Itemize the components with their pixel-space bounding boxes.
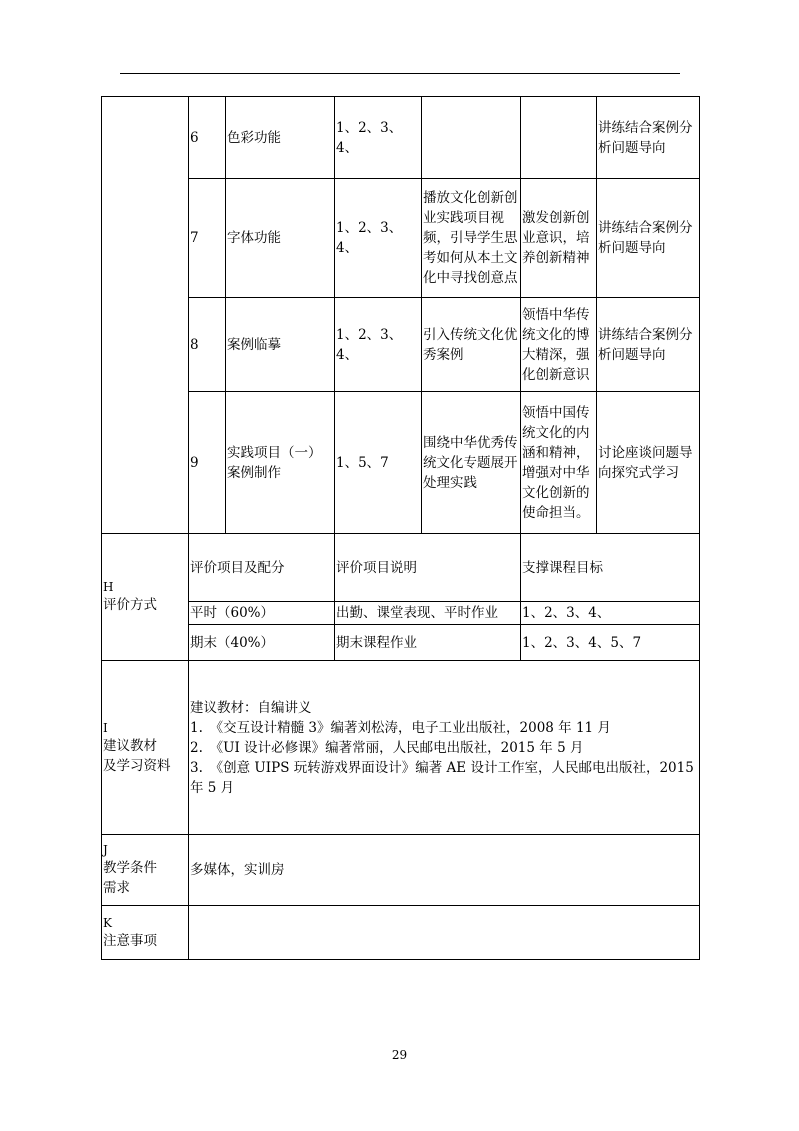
section-code: K bbox=[103, 915, 112, 930]
section-code: J bbox=[103, 843, 108, 857]
topic-name: 字体功能 bbox=[226, 179, 335, 298]
ideology-effect: 领悟中华传统文化的博大精深，强化创新意识 bbox=[521, 298, 597, 392]
ideology-effect: 领悟中国传统文化的内涵和精神，增强对中华文化创新的使命担当。 bbox=[521, 392, 597, 534]
notes-content bbox=[189, 906, 700, 960]
textbooks-row bbox=[102, 661, 700, 835]
syllabus-table bbox=[101, 96, 700, 960]
conditions-section-label bbox=[102, 835, 189, 906]
evaluation-header-row bbox=[102, 534, 700, 602]
textbooks-section-label bbox=[102, 661, 189, 835]
section-label-empty bbox=[102, 97, 189, 534]
table-row bbox=[102, 179, 700, 298]
eval-desc: 出勤、课堂表现、平时作业 bbox=[335, 602, 521, 625]
section-title-line2: 需求 bbox=[103, 880, 130, 896]
section-title: 建议教材 bbox=[103, 737, 157, 754]
reference-item: 2. 《UI 设计必修课》编著常丽，人民邮电出版社，2015 年 5 月 bbox=[190, 739, 584, 756]
section-title: 评价方式 bbox=[103, 597, 157, 613]
reference-item: 3. 《创意 UIPS 玩转游戏界面设计》编著 AE 设计工作室，人民邮电出版社，2015 年 5 月 bbox=[190, 759, 694, 796]
table-row bbox=[102, 97, 700, 179]
course-goals: 1、2、3、4、 bbox=[335, 179, 422, 298]
section-title-line2: 及学习资料 bbox=[103, 757, 171, 774]
eval-header-target: 支撑课程目标 bbox=[521, 534, 700, 602]
eval-item: 期末（40%） bbox=[189, 625, 335, 661]
ideology-content: 播放文化创新创业实践项目视频，引导学生思考如何从本土文化中寻找创意点 bbox=[422, 179, 521, 298]
page-number: 29 bbox=[391, 1048, 408, 1062]
eval-header-item: 评价项目及配分 bbox=[189, 534, 335, 602]
course-goals: 1、5、7 bbox=[335, 392, 422, 534]
course-goals: 1、2、3、4、 bbox=[335, 298, 422, 392]
table-row bbox=[102, 625, 700, 661]
conditions-content: 多媒体，实训房 bbox=[189, 835, 700, 906]
topic-name: 色彩功能 bbox=[226, 97, 335, 179]
table-row bbox=[102, 298, 700, 392]
notes-row bbox=[102, 906, 700, 960]
ideology-content bbox=[422, 97, 521, 179]
row-number: 6 bbox=[189, 97, 226, 179]
section-title: 教学条件 bbox=[103, 860, 157, 876]
eval-header-desc: 评价项目说明 bbox=[335, 534, 521, 602]
ideology-effect bbox=[521, 97, 597, 179]
section-title: 注意事项 bbox=[103, 932, 157, 949]
table-row bbox=[102, 602, 700, 625]
textbooks-content bbox=[189, 661, 700, 835]
topic-name: 实践项目（一）案例制作 bbox=[226, 392, 335, 534]
eval-desc: 期末课程作业 bbox=[335, 625, 521, 661]
eval-item: 平时（60%） bbox=[189, 602, 335, 625]
topic-name: 案例临摹 bbox=[226, 298, 335, 392]
teaching-methods: 讲练结合案例分析问题导向 bbox=[597, 298, 700, 392]
teaching-methods: 讲练结合案例分析问题导向 bbox=[597, 179, 700, 298]
section-code: H bbox=[103, 580, 114, 594]
notes-section-label bbox=[102, 906, 189, 960]
teaching-methods: 讨论座谈问题导向探究式学习 bbox=[597, 392, 700, 534]
row-number: 7 bbox=[189, 179, 226, 298]
reference-item: 1. 《交互设计精髓 3》编著刘松涛，电子工业出版社，2008 年 11 月 bbox=[190, 719, 611, 736]
eval-target: 1、2、3、4、5、7 bbox=[521, 625, 700, 661]
eval-target: 1、2、3、4、 bbox=[521, 602, 700, 625]
ideology-content: 引入传统文化优秀案例 bbox=[422, 298, 521, 392]
course-goals: 1、2、3、4、 bbox=[335, 97, 422, 179]
section-code: I bbox=[103, 720, 108, 735]
ideology-effect: 激发创新创业意识，培养创新精神 bbox=[521, 179, 597, 298]
textbooks-intro: 建议教材：自编讲义 bbox=[190, 699, 312, 716]
table-row bbox=[102, 392, 700, 534]
teaching-methods: 讲练结合案例分析问题导向 bbox=[597, 97, 700, 179]
ideology-content: 围绕中华优秀传统文化专题展开处理实践 bbox=[422, 392, 521, 534]
row-number: 8 bbox=[189, 298, 226, 392]
row-number: 9 bbox=[189, 392, 226, 534]
conditions-row bbox=[102, 835, 700, 906]
header-rule bbox=[120, 73, 680, 74]
evaluation-section-label bbox=[102, 534, 189, 661]
